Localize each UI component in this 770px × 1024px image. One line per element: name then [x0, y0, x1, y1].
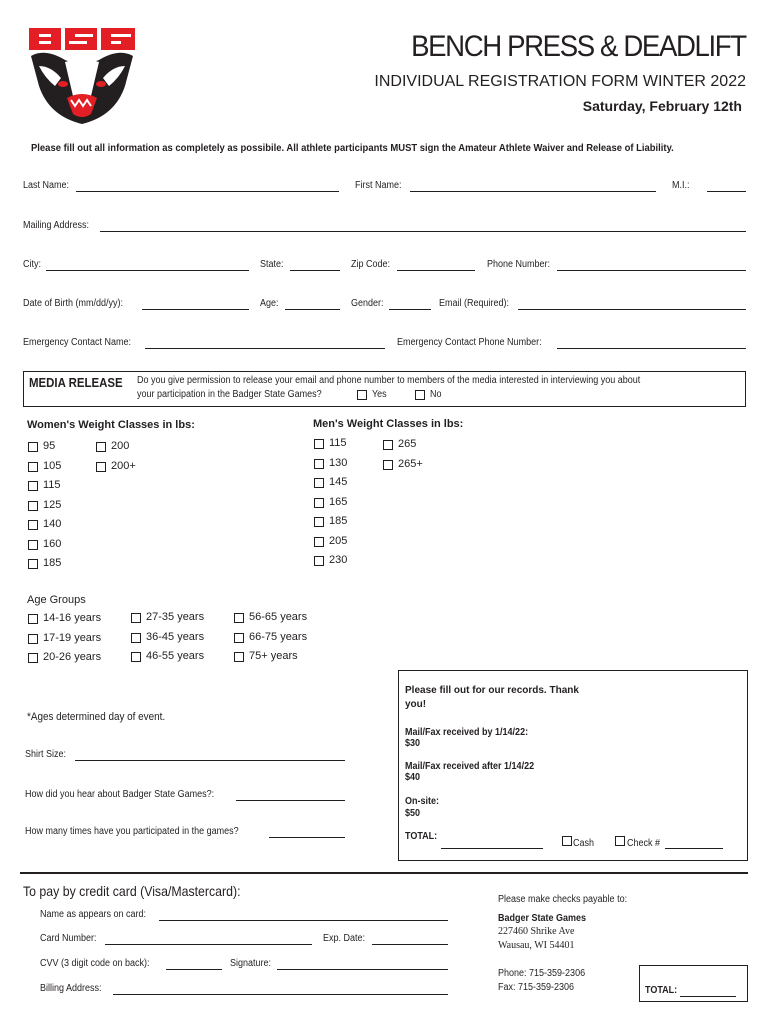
badger-mascot-icon — [25, 26, 140, 126]
age-group-56-65-years-checkbox[interactable] — [234, 613, 244, 623]
ages-note: *Ages determined day of event. — [27, 711, 166, 723]
media-release-heading: MEDIA RELEASE — [29, 375, 123, 390]
mens-weight-265-label: 265 — [398, 438, 417, 450]
age-field[interactable] — [285, 309, 340, 310]
mailfax-after-label: Mail/Fax received after 1/14/22 — [405, 761, 535, 772]
payee-name: Badger State Games — [498, 913, 587, 924]
womens-weight-115-checkbox[interactable] — [28, 481, 38, 491]
gender-field[interactable] — [389, 309, 431, 310]
age-group-46-55-years-checkbox[interactable] — [131, 652, 141, 662]
date-of-birth-label: Date of Birth (mm/dd/yy): — [23, 298, 124, 309]
city-field[interactable] — [46, 270, 249, 271]
womens-weight-125-label: 125 — [43, 498, 62, 511]
city-label: City: — [23, 259, 41, 270]
payee-phone: Phone: 715-359-2306 — [498, 968, 586, 979]
womens-weight-classes-heading: Women's Weight Classes in lbs: — [27, 419, 195, 431]
womens-weight-200-plus-checkbox[interactable] — [96, 462, 106, 472]
bsg-logo — [25, 26, 140, 126]
how-did-you-hear-label: How did you hear about Badger State Games?: — [25, 789, 215, 800]
womens-weight-140-checkbox[interactable] — [28, 520, 38, 530]
middle-initial-field[interactable] — [707, 191, 746, 192]
middle-initial-label: M.I.: — [672, 180, 690, 191]
check-number-field[interactable] — [665, 848, 723, 849]
womens-weight-185-checkbox[interactable] — [28, 559, 38, 569]
check-checkbox[interactable] — [615, 836, 625, 846]
shirt-size-field[interactable] — [75, 760, 345, 761]
mens-weight-145-checkbox[interactable] — [314, 478, 324, 488]
womens-weight-185-label: 185 — [43, 557, 62, 569]
instructions: Please fill out all information as completely as possibile. All athlete participants MUST sign the Amateur Athlete Waiver and Release of Liability. — [31, 142, 674, 154]
records-total-field[interactable] — [441, 848, 543, 849]
mens-weight-115-checkbox[interactable] — [314, 439, 324, 449]
cvv-field[interactable] — [166, 969, 222, 970]
date-of-birth-field[interactable] — [142, 309, 249, 310]
age-label: Age: — [260, 298, 279, 309]
cvv-label: CVV (3 digit code on back): — [40, 958, 150, 969]
state-label: State: — [260, 259, 284, 270]
emergency-contact-name-field[interactable] — [145, 348, 385, 349]
name-on-card-field[interactable] — [159, 920, 448, 921]
credit-card-heading: To pay by credit card (Visa/Mastercard): — [23, 883, 241, 899]
records-heading: Please fill out for our records. Thank you! — [405, 685, 579, 710]
age-group-46-55-years-label: 46-55 years — [146, 650, 205, 662]
mens-weight-classes-heading: Men's Weight Classes in lbs: — [313, 418, 464, 430]
media-release-question-line1: Do you give permission to release your email and phone number to members of the media interested in interviewing you about — [137, 375, 641, 386]
phone-number-field[interactable] — [557, 270, 746, 271]
womens-weight-200-label: 200 — [111, 440, 130, 452]
email-field[interactable] — [518, 309, 746, 310]
media-release-yes-label: Yes — [372, 389, 387, 400]
zip-code-field[interactable] — [397, 270, 475, 271]
payee-fax: Fax: 715-359-2306 — [498, 982, 575, 993]
exp-date-field[interactable] — [372, 944, 448, 945]
page-subtitle: INDIVIDUAL REGISTRATION FORM WINTER 2022 — [374, 73, 746, 90]
mailing-address-label: Mailing Address: — [23, 220, 90, 231]
age-group-66-75-years-label: 66-75 years — [249, 630, 308, 643]
mens-weight-115-label: 115 — [329, 437, 347, 449]
media-release-yes-checkbox[interactable] — [357, 390, 367, 400]
mailing-address-field[interactable] — [100, 231, 746, 232]
times-participated-label: How many times have you participated in the games? — [25, 826, 239, 837]
age-group-20-26-years-label: 20-26 years — [43, 651, 102, 663]
womens-weight-105-label: 105 — [43, 459, 62, 472]
age-group-75-plus-years-checkbox[interactable] — [234, 652, 244, 662]
card-number-label: Card Number: — [40, 933, 97, 944]
womens-weight-140-label: 140 — [43, 518, 62, 530]
womens-weight-95-checkbox[interactable] — [28, 442, 38, 452]
page-title: BENCH PRESS & DEADLIFT — [411, 30, 746, 63]
trademark-mark: ™ — [93, 112, 99, 118]
payee-address-line2: Wausau, WI 54401 — [498, 940, 575, 951]
mens-weight-165-label: 165 — [329, 495, 348, 508]
shirt-size-label: Shirt Size: — [25, 749, 67, 760]
card-number-field[interactable] — [105, 944, 312, 945]
age-group-56-65-years-label: 56-65 years — [249, 611, 308, 623]
how-did-you-hear-field[interactable] — [236, 800, 345, 801]
mailfax-by-label: Mail/Fax received by 1/14/22: — [405, 727, 529, 738]
first-name-field[interactable] — [410, 191, 656, 192]
womens-weight-115-label: 115 — [43, 479, 61, 491]
times-participated-field[interactable] — [269, 837, 345, 838]
mens-weight-185-checkbox[interactable] — [314, 517, 324, 527]
mens-weight-205-label: 205 — [329, 534, 348, 547]
age-group-14-16-years-checkbox[interactable] — [28, 614, 38, 624]
womens-weight-160-checkbox[interactable] — [28, 540, 38, 550]
name-on-card-label: Name as appears on card: — [40, 909, 147, 920]
emergency-contact-name-label: Emergency Contact Name: — [23, 337, 132, 348]
zip-code-label: Zip Code: — [351, 259, 391, 270]
checks-payable-label: Please make checks payable to: — [498, 894, 628, 905]
emergency-contact-phone-label: Emergency Contact Phone Number: — [397, 337, 542, 348]
event-date: Saturday, February 12th — [582, 98, 742, 114]
grand-total-field[interactable] — [680, 996, 736, 997]
mens-weight-265-plus-label: 265+ — [398, 457, 423, 470]
age-groups-heading: Age Groups — [27, 594, 86, 606]
signature-label: Signature: — [230, 958, 272, 969]
mailfax-by-price: $30 — [405, 738, 421, 749]
emergency-contact-phone-field[interactable] — [557, 348, 746, 349]
onsite-price: $50 — [405, 808, 421, 819]
billing-address-label: Billing Address: — [40, 983, 102, 994]
onsite-label: On-site: — [405, 796, 440, 807]
age-group-20-26-years-checkbox[interactable] — [28, 653, 38, 663]
mens-weight-130-checkbox[interactable] — [314, 459, 324, 469]
media-release-question-line2: your participation in the Badger State Games? — [137, 389, 322, 400]
first-name-label: First Name: — [355, 180, 402, 191]
last-name-label: Last Name: — [23, 180, 70, 191]
signature-field[interactable] — [277, 969, 448, 970]
mens-weight-185-label: 185 — [329, 515, 348, 527]
section-divider — [20, 872, 748, 874]
womens-weight-200-checkbox[interactable] — [96, 442, 106, 452]
mens-weight-205-checkbox[interactable] — [314, 537, 324, 547]
age-group-66-75-years-checkbox[interactable] — [234, 633, 244, 643]
cash-label: Cash — [573, 838, 595, 849]
last-name-field[interactable] — [76, 191, 339, 192]
age-group-17-19-years-label: 17-19 years — [43, 631, 102, 644]
media-release-no-checkbox[interactable] — [415, 390, 425, 400]
records-total-label: TOTAL: — [405, 831, 438, 842]
mailfax-after-price: $40 — [405, 772, 421, 783]
womens-weight-125-checkbox[interactable] — [28, 501, 38, 511]
exp-date-label: Exp. Date: — [323, 933, 366, 944]
media-release-no-label: No — [430, 389, 442, 400]
cash-checkbox[interactable] — [562, 836, 572, 846]
womens-weight-200-plus-label: 200+ — [111, 459, 136, 472]
mens-weight-265-plus-checkbox[interactable] — [383, 460, 393, 470]
mens-weight-145-label: 145 — [329, 476, 348, 488]
billing-address-field[interactable] — [113, 994, 448, 995]
mens-weight-230-label: 230 — [329, 554, 348, 566]
age-group-14-16-years-label: 14-16 years — [43, 612, 102, 624]
age-group-17-19-years-checkbox[interactable] — [28, 634, 38, 644]
womens-weight-105-checkbox[interactable] — [28, 462, 38, 472]
womens-weight-160-label: 160 — [43, 537, 62, 550]
womens-weight-95-label: 95 — [43, 440, 56, 452]
age-group-27-35-years-label: 27-35 years — [146, 611, 205, 623]
mens-weight-130-label: 130 — [329, 456, 348, 469]
age-group-75-plus-years-label: 75+ years — [249, 650, 298, 662]
email-label: Email (Required): — [439, 298, 510, 309]
phone-number-label: Phone Number: — [487, 259, 551, 270]
grand-total-label: TOTAL: — [645, 985, 678, 996]
mens-weight-230-checkbox[interactable] — [314, 556, 324, 566]
age-group-36-45-years-label: 36-45 years — [146, 630, 205, 643]
mens-weight-265-checkbox[interactable] — [383, 440, 393, 450]
gender-label: Gender: — [351, 298, 384, 309]
mens-weight-165-checkbox[interactable] — [314, 498, 324, 508]
age-group-36-45-years-checkbox[interactable] — [131, 633, 141, 643]
state-field[interactable] — [290, 270, 340, 271]
age-group-27-35-years-checkbox[interactable] — [131, 613, 141, 623]
payee-address-line1: 227460 Shrike Ave — [498, 926, 575, 937]
check-label: Check # — [627, 838, 661, 849]
